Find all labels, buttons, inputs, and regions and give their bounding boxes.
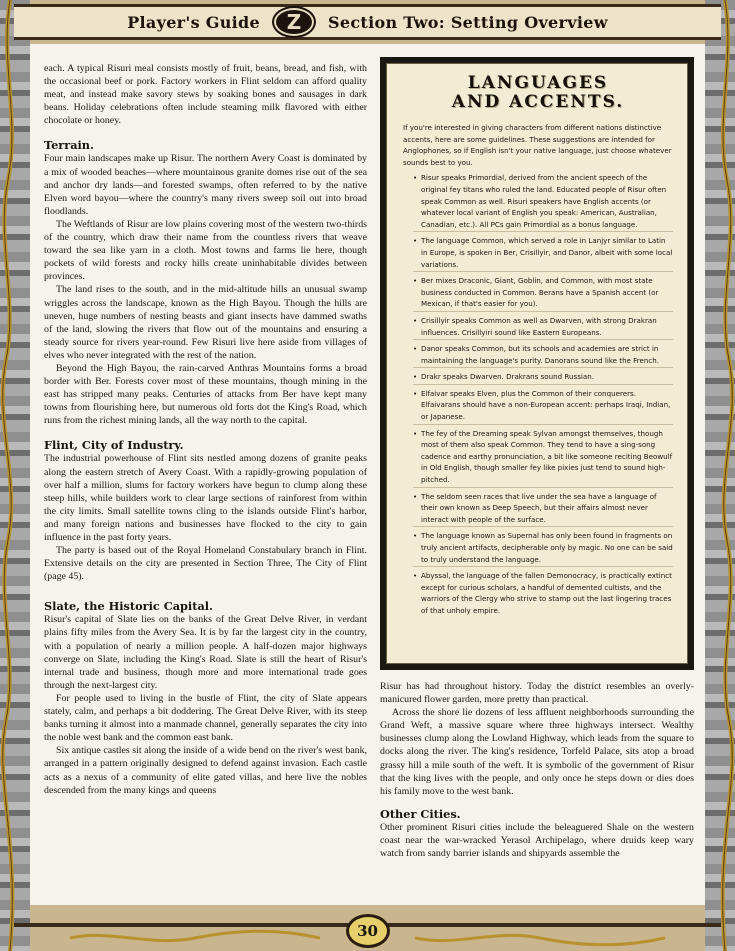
other-cities-heading: Other Cities. (380, 806, 461, 821)
right-vine-ornament (715, 0, 735, 951)
page-number: 30 (346, 914, 390, 948)
flint-heading: Flint, City of Industry. (44, 438, 184, 453)
list-item: • Elfaivar speaks Elven, plus the Common of their conquerers. Elfaivarans should have a non-European accent: perhaps Iraqi, Indian, or Japanese. (413, 388, 673, 425)
list-item: • The seldom seen races that live under the sea have a language of their own known as Deep Speech, but their affairs almost never interact with people of the surface. (413, 491, 673, 528)
sidebar-title-line-2: AND ACCENTS. (451, 92, 625, 112)
terrain-paragraph-1: Four main landscapes make up Risur. The northern Avery Coast is dominated by a mix of wooded beaches—where mountainous granite domes rise out of the sea and anchor dry lands—and forested swamps, often referred to by the native Elven word bayou—where the country's many rivers sweep soil out into broad floodlands. (44, 153, 367, 217)
sidebar-title-line-1: LANGUAGES (467, 73, 609, 93)
terrain-paragraph-4: Beyond the High Bayou, the rain-carved Anthras Mountains forms a broad border with Ber. Forests cover most of these mountains, though mining in the east has stripped many peaks. Centuries of attacks from Ber have kept many towns from flourishing here, but numerous old forts dot the King's Road, which runs from the richest mining lands, all the way north to the capital. (44, 362, 367, 427)
list-item: • The language known as Supernal has only been found in fragments on truly ancient artifacts, decipherable only by magic. No one can be said to truly understand the language. (413, 530, 673, 567)
z-logo-icon: Z (274, 8, 314, 36)
slate-paragraph-1: Risur's capital of Slate lies on the banks of the Great Delve River, in verdant plains fifty miles from the Avery Sea. It is by far the largest city in the country, with a population of nearly a million people. A half-dozen major highways converge on Slate, including the King's Road. Slate is still the heart of Risur's internal trade and business, though more and more international trade goes through the next-largest city. (44, 614, 367, 691)
language-list (403, 172, 673, 617)
page-header (14, 4, 721, 40)
list-item: • Drakr speaks Dwarven. Drakrans sound Russian. (413, 371, 673, 385)
list-item: • Danor speaks Common, but its schools and academies are strict in maintaining the language's purity. Danorans sound like the French. (413, 343, 673, 368)
slate-paragraph-2: For people used to living in the bustle of Flint, the city of Slate appears stately, calm, and perhaps a bit doddering. The Great Delve River, with its steep banks turning it almost into a manmade channel, generally separates the city into the noble west bank and the common east bank. (44, 692, 367, 744)
flint-paragraph-2: The party is based out of the Royal Homeland Constabulary branch in Flint. Extensive details on the city are presented in Section Three, The City of Flint (page 45). (44, 545, 367, 583)
list-item: • The language Common, which served a role in Lanjyr similar to Latin in Europe, is spoken in Ber, Crisillyir, and Danor, albeit with some local variations. (413, 235, 673, 272)
list-item: • Ber mixes Draconic, Giant, Goblin, and Common, with most state business conducted in Common. Berans have a Spanish accent (or Mexican, if that's easier for you). (413, 275, 673, 312)
sidebar-title (403, 74, 673, 112)
sidebar-panel (386, 63, 688, 664)
sidebar-intro: If you're interested in giving characters from different nations distinctive accents, here are some guidelines. These suggestions are intended for Anglophones, so if English isn't your native language, just choose whatever sounds best to you. (403, 123, 672, 167)
list-item: • Crisillyir speaks Common as well as Dwarven, with strong Drakran influences. Crisillyiri sound like Eastern Europeans. (413, 315, 673, 340)
terrain-paragraph-2: The Weftlands of Risur are low plains covering most of the western two-thirds of the country, which draw their name from the countless rivers that weave toward the sea like yarn in a cloth. Most towns and farms lie here, though pockets of wild forests and rocky hills create uninhabitable divides between provinces. (44, 218, 367, 283)
slate-continued-paragraph: Risur has had throughout history. Today the district resembles an overly-manicured flower garden, more pretty than practical. (380, 681, 694, 706)
slate-paragraph-3: Six antique castles sit along the inside of a wide bend on the river's west bank, arranged in a pattern originally designed to defend against invasion. Each castle acts as a nexus of a community of elite gated villas, and here live the nobles descended from the many kings and queens (44, 745, 367, 796)
header-left-title: Player's Guide (127, 12, 261, 32)
page-footer (0, 911, 735, 951)
flint-paragraph-1: The industrial powerhouse of Flint sits nestled among dozens of granite peaks along the eastern stretch of Avery Coast. With a rapidly-growing population of over half a million, slums for factory workers have begun to clump along these steep hills, while builders work to clear large sections of rainforest from within the city limits. Small satellite towns cling to the islands outside Flint's harbor, and many foreign nations and businesses have flocked to the city to gain influence in the past forty years. (44, 453, 367, 543)
right-text-column (380, 680, 694, 860)
list-item: • Abyssal, the language of the fallen Demonocracy, is practically extinct except for curious scholars, a handful of demented cultists, and the warriors of the Clergy who strive to stamp out the last lingering traces of that unholy empire. (413, 570, 673, 617)
languages-sidebar (380, 57, 694, 670)
terrain-heading: Terrain. (44, 138, 94, 153)
left-vine-ornament (0, 0, 20, 951)
other-cities-paragraph: Other prominent Risuri cities include the beleaguered Shale on the western coast near the war-wracked Yerasol Archipelago, where druids keep wary watch from sandy barrier islands and shipyards assemble the (380, 821, 694, 860)
list-item: • The fey of the Dreaming speak Sylvan amongst themselves, though most of them also speak Common. They tend to have a sing-song cadence and earthy pronunciation, a bit like someone reciting Beowulf in Old English, though smaller fey like pixies just tend to sound high-pitched. (413, 428, 673, 488)
intro-paragraph: each. A typical Risuri meal consists mostly of fruit, beans, bread, and fish, with the occasional beef or pork. Factory workers in Flint seldom can afford quality meat, and instead make savory stews by soaking bones and sausages in dark beans. Holiday celebrations often include steaming milk flavored with either chocolate or honey. (44, 63, 367, 127)
east-bank-paragraph: Across the shore lie dozens of less affluent neighborhoods surrounding the Grand Weft, a massive square where three highways intersect. Wealthy businesses clump along the Lowland Highway, which leads from the square to docks along the river. The king's residence, Torfeld Palace, sits atop a broad grassy hill a mile south of the weft. It is symbolic of the government of Risur that the king lives with the people, and only once he steps down or dies does his family move to the west bank. (380, 707, 694, 797)
left-text-column (44, 62, 367, 797)
slate-heading: Slate, the Historic Capital. (44, 599, 213, 614)
header-right-title: Section Two: Setting Overview (328, 12, 608, 32)
terrain-paragraph-3: The land rises to the south, and in the mid-altitude hills an unusual swamp wriggles across the landscape, known as the High Bayou. Though the hills are uneven, huge numbers of nesting beasts and giant insects have dammed swaths of the land, slowing the rivers that flow out of the mountains and ensuring a steady source for rivers year-round. Few Risuri live here aside from villages of elves who never integrated with the rest of the nation. (44, 284, 367, 361)
list-item: • Risur speaks Primordial, derived from the ancient speech of the original fey titans who ruled the land. Educated people of Risur often speak Common as well. Risuri speakers have English accents (or whatever local variant of English you speak: American, Australian, Canadian, etc.). All PCs gain Primordial as a bonus language. (413, 172, 673, 232)
